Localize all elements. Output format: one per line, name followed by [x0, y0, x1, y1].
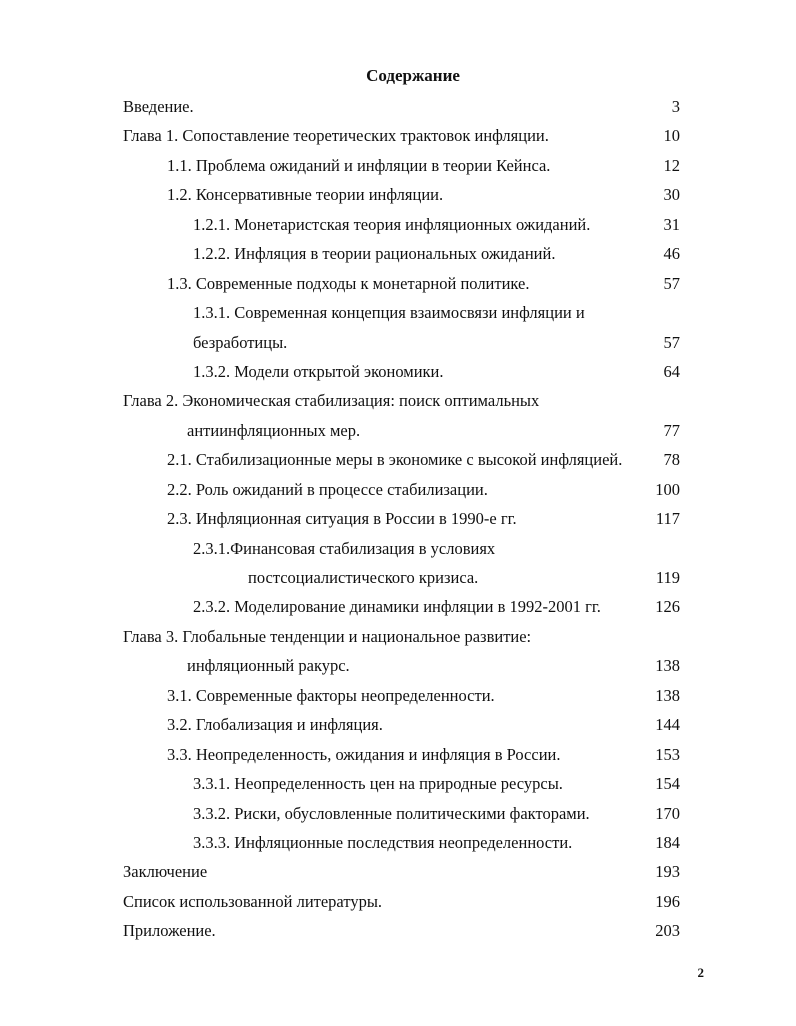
- toc-entry-page: 12: [663, 155, 680, 175]
- toc-entry-page: 57: [663, 332, 680, 352]
- toc-entry-label: 2.3. Инфляционная ситуация в России в 1990-е гг.: [167, 509, 517, 529]
- toc-entry-label: Приложение.: [123, 921, 216, 941]
- toc-entry: [0, 769, 796, 798]
- toc-entry: [0, 475, 796, 504]
- toc-entry-label: 1.1. Проблема ожиданий и инфляции в теории Кейнса.: [167, 155, 551, 175]
- toc-entry: [0, 592, 796, 621]
- toc-entry: [0, 239, 796, 268]
- toc-entry-label: 2.3.1.Финансовая стабилизация в условиях: [193, 538, 496, 558]
- toc-entry-page: 31: [663, 214, 680, 234]
- toc-entry: [0, 799, 796, 828]
- toc-entry-label: безработицы.: [193, 332, 288, 352]
- page-number: 2: [697, 965, 704, 980]
- toc-entry-label: Заключение: [123, 862, 208, 882]
- toc-entry-label: 3.2. Глобализация и инфляция.: [167, 715, 383, 735]
- toc-entry-page: 57: [663, 273, 680, 293]
- toc-entry-page: 153: [655, 744, 680, 764]
- toc-entry-label: 1.3. Современные подходы к монетарной политике.: [167, 273, 530, 293]
- toc-entry: [0, 563, 796, 592]
- toc-entry-page: 144: [655, 715, 680, 735]
- toc-entry: [0, 651, 796, 680]
- toc-entry-page: 77: [663, 420, 680, 440]
- toc-entry-page: 138: [655, 685, 680, 705]
- toc-entry-page: 78: [663, 450, 680, 470]
- toc-entry-page: 64: [663, 361, 680, 381]
- toc-entry-label: Глава 3. Глобальные тенденции и национальное развитие:: [123, 626, 532, 646]
- toc-entry-label: 3.3.2. Риски, обусловленные политическими факторами.: [193, 803, 590, 823]
- toc-entry: [0, 386, 796, 415]
- toc-entry-label: 1.2.1. Монетаристская теория инфляционных ожиданий.: [193, 214, 591, 234]
- toc-entry: [0, 857, 796, 886]
- toc-entry-label: 3.1. Современные факторы неопределенности.: [167, 685, 495, 705]
- toc-entry-label: Список использованной литературы.: [123, 891, 383, 911]
- toc-entry-label: 3.3.3. Инфляционные последствия неопределенности.: [193, 832, 573, 852]
- toc-entry-page: 3: [671, 97, 680, 116]
- toc-entry: [0, 328, 796, 357]
- toc-entry-page: 184: [655, 832, 680, 852]
- toc-entry-label: 1.3.1. Современная концепция взаимосвязи инфляции и: [193, 303, 585, 323]
- toc-entry-label: антиинфляционных мер.: [187, 420, 361, 440]
- toc-entry-page: 117: [655, 509, 680, 529]
- toc-entry-page: 10: [663, 126, 680, 146]
- toc-entry: [0, 740, 796, 769]
- toc-entry-page: 119: [655, 568, 680, 587]
- toc-entry: [0, 210, 796, 239]
- toc-entry-page: 193: [655, 862, 680, 882]
- toc-entry-page: 203: [655, 921, 680, 941]
- page-title: Содержание: [366, 66, 460, 85]
- toc-entry: [0, 887, 796, 916]
- table-of-contents: [0, 92, 796, 946]
- toc-entry-label: постсоциалистического кризиса.: [248, 568, 479, 587]
- toc-entry: [0, 534, 796, 563]
- toc-entry-label: Глава 1. Сопоставление теоретических трактовок инфляции.: [123, 126, 549, 146]
- toc-entry-label: Глава 2. Экономическая стабилизация: поиск оптимальных: [123, 391, 540, 411]
- toc-entry: [0, 92, 796, 121]
- toc-entry: [0, 180, 796, 209]
- toc-entry-page: 30: [663, 185, 680, 205]
- toc-entry: [0, 357, 796, 386]
- toc-entry-page: 126: [655, 597, 680, 617]
- toc-entry: [0, 681, 796, 710]
- toc-entry: [0, 151, 796, 180]
- toc-entry: [0, 269, 796, 298]
- toc-entry: [0, 828, 796, 857]
- toc-entry-page: 100: [655, 479, 680, 499]
- toc-entry-page: 170: [655, 803, 680, 823]
- toc-entry: [0, 916, 796, 945]
- toc-entry-label: 2.3.2. Моделирование динамики инфляции в 1992-2001 гг.: [193, 597, 601, 617]
- toc-entry-label: Введение.: [123, 97, 194, 116]
- toc-entry-label: 3.3. Неопределенность, ожидания и инфляция в России.: [167, 744, 561, 764]
- toc-entry-page: 138: [655, 656, 680, 676]
- toc-entry: [0, 416, 796, 445]
- toc-entry: [0, 622, 796, 651]
- toc-entry: [0, 121, 796, 150]
- toc-entry-label: 1.3.2. Модели открытой экономики.: [193, 361, 444, 381]
- toc-entry-page: 196: [655, 891, 680, 911]
- toc-entry: [0, 710, 796, 739]
- toc-entry-label: 2.2. Роль ожиданий в процессе стабилизации.: [167, 479, 488, 499]
- toc-entry-label: 1.2. Консервативные теории инфляции.: [167, 185, 444, 205]
- toc-entry-label: 3.3.1. Неопределенность цен на природные ресурсы.: [193, 774, 563, 794]
- toc-entry-page: 46: [663, 244, 680, 264]
- toc-entry-label: 2.1. Стабилизационные меры в экономике с высокой инфляцией.: [167, 450, 623, 470]
- toc-entry: [0, 504, 796, 533]
- toc-entry-label: инфляционный ракурс.: [187, 656, 350, 676]
- toc-entry-page: 154: [655, 774, 680, 794]
- toc-entry: [0, 298, 796, 327]
- toc-entry: [0, 445, 796, 474]
- toc-entry-label: 1.2.2. Инфляция в теории рациональных ожиданий.: [193, 244, 556, 264]
